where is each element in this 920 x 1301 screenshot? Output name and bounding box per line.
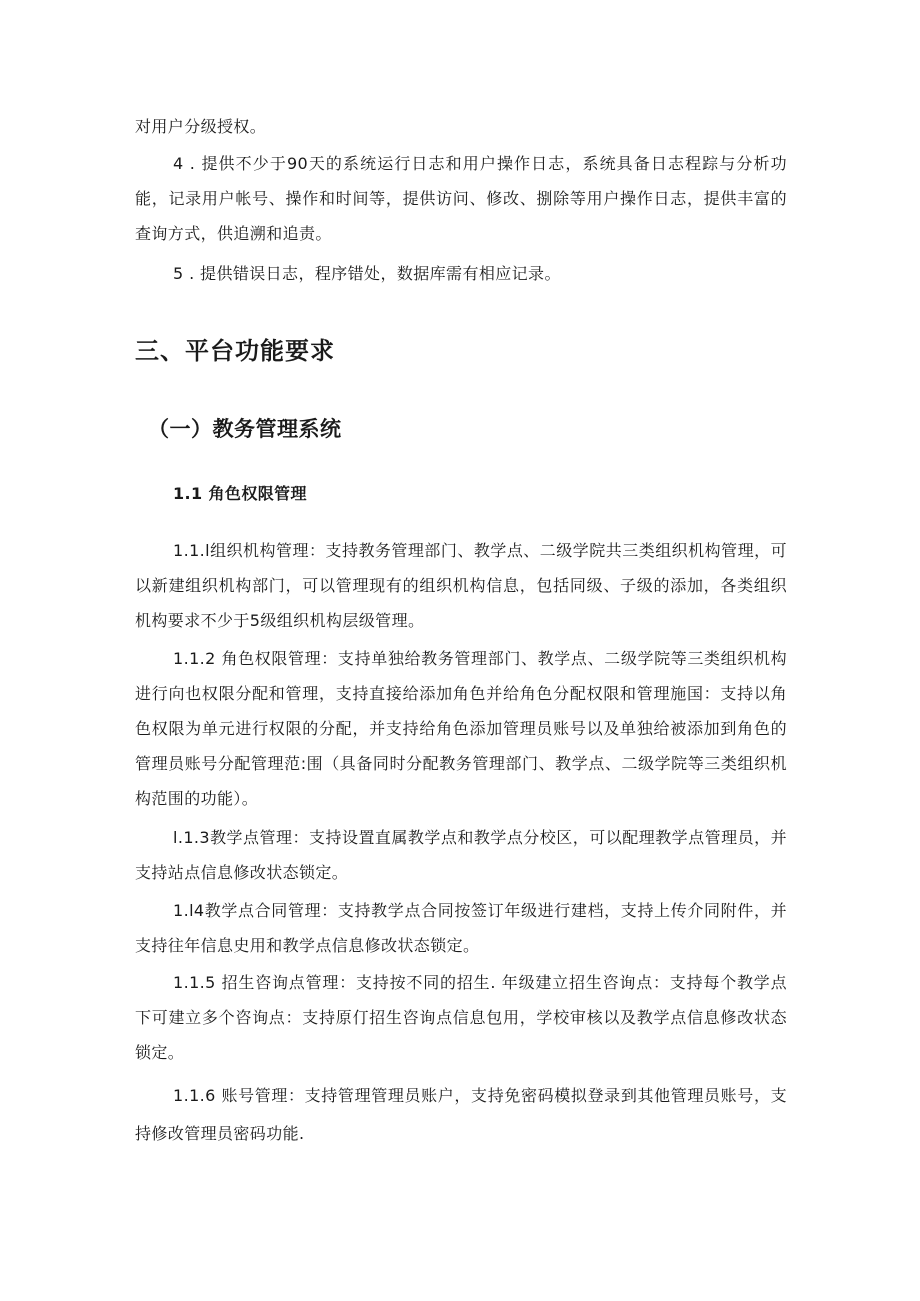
paragraph-item-4-logs: 4 . 提供不少于90天的系统运行日志和用户操作日志，系统具备日志程踪与分析功能，记录用户帐号、操作和时间等，提供访问、修改、捌除等用户操作日志，提供丰富的查询方式，供追溯和追责。	[135, 154, 787, 243]
item-1-1-5-enrollment-consult: 1.1.5 招生咨询点管理：支持按不同的招生. 年级建立招生咨询点：支持每个教学点下可建立多个咨询点：支持原仃招生咨询点信息包用，学校审核以及教学点信息修改状态锁定。	[135, 973, 787, 1062]
item-1-1-3-teaching-point: l.1.3教学点管理：支持设置直属教学点和教学点分校区，可以配理教学点管理员，并支持站点信息修改状态锁定。	[135, 828, 787, 882]
item-1-1-4-contract: 1.l4教学点合同管理：支持教学点合同按签订年级进行建档，支持上传介同附件，并支持往年信息史用和教学点信息修改状态锁定。	[135, 901, 787, 955]
section-heading-platform-requirements: 三、平台功能要求	[135, 337, 335, 365]
subsubsection-heading-role-permissions: 1.1 角色权限管理	[173, 484, 307, 503]
subsection-heading-academic-affairs: （一）教务管理系统	[148, 417, 342, 441]
item-1-1-2-role-permission: 1.1.2 角色权限管理：支持单独给教务管理部门、教学点、二级学院等三类组织机构进行向也权限分配和管理，支持直接给添加角色并给角色分配权限和管理施国：支持以角色权限为单元进行权限的分配，并支持给角色添加管理员账号以及单独给被添加到角色的管理员账号分配管理范:围（具备同时分配教务管理部门、教学点、二级学院等三类组织机构范围的功能）。	[135, 649, 787, 808]
paragraph-item-5-error-logs: 5 . 提供错误日志，程序错处，数据库需有相应记录。	[173, 264, 561, 283]
item-1-1-6-account: 1.1.6 账号管理：支持管理管理员账户，支持免密码模拟登录到其他管理员账号，支持修改管理员密码功能.	[135, 1086, 787, 1143]
item-1-1-1-organization: 1.1.l组织机构管理：支持教务管理部门、教学点、二级学院共三类组织机构管理，可以新建组织机构部门，可以管理现有的组织机构信息，包括同级、子级的添加，各类组织机构要求不少于5级组织机构层级管理。	[135, 541, 787, 630]
paragraph-user-authorization: 对用户分级授权。	[135, 117, 267, 136]
